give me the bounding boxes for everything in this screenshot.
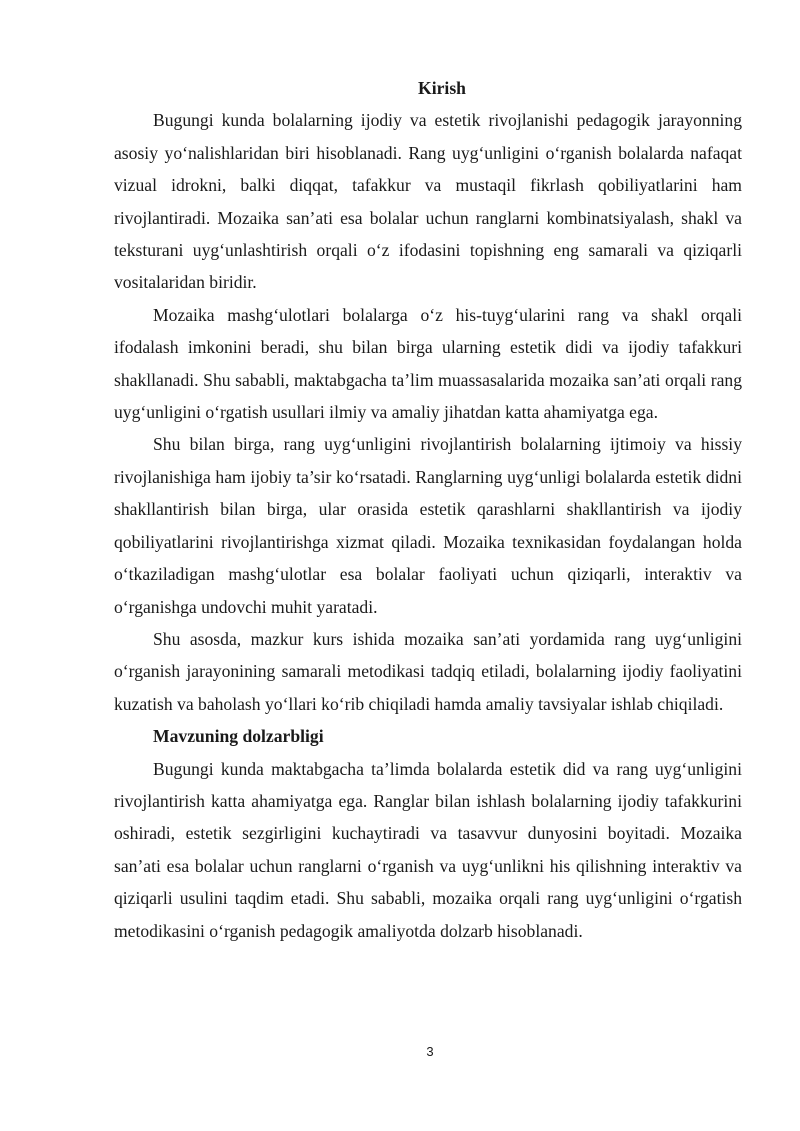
- paragraph: Bugungi kunda bolalarning ijodiy va estetik rivojlanishi pedagogik jarayonning asosiy yo‘nalishlaridan biri hisoblanadi. Rang uyg‘unligini o‘rganish bolalarda nafaqat vizual idrokni, balki diqqat, tafakkur va mustaqil fikrlash qobiliyatlarini ham rivojlantiradi. Mozaika san’ati esa bolalar uchun ranglarni kombinatsiyalash, shakl va teksturani uyg‘unlashtirish orqali o‘z ifodasini topishning eng samarali va qiziqarli vositalaridan biridir.: [114, 110, 742, 293]
- page-number: 3: [426, 1044, 434, 1059]
- paragraph: Mozaika mashg‘ulotlari bolalarga o‘z his-tuyg‘ularini rang va shakl orqali ifodalash imkonini beradi, shu bilan birga ularning estetik didi va ijodiy tafakkuri shakllanadi. Shu sababli, maktabgacha ta’lim muassasalarida mozaika san’ati orqali rang uyg‘unligini o‘rgatish usullari ilmiy va amaliy jihatdan katta ahamiyatga ega.: [114, 304, 742, 423]
- page-content: [114, 72, 742, 947]
- subsection-heading: Mavzuning dolzarbligi: [153, 726, 324, 747]
- paragraph: Shu bilan birga, rang uyg‘unligini rivojlantirish bolalarning ijtimoiy va hissiy rivojlanishiga ham ijobiy ta’sir ko‘rsatadi. Ranglarning uyg‘unligi bolalarda estetik didni shakllantirish bilan birga, ular orasida estetik qarashlarni shakllantirish va ijodiy qobiliyatlarini rivojlantirishga xizmat qiladi. Mozaika texnikasidan foydalangan holda o‘tkaziladigan mashg‘ulotlar esa bolalar faoliyati uchun qiziqarli, interaktiv va o‘rganishga undovchi muhit yaratadi.: [114, 434, 742, 617]
- paragraph: Shu asosda, mazkur kurs ishida mozaika san’ati yordamida rang uyg‘unligini o‘rganish jarayonining samarali metodikasi tadqiq etiladi, bolalarning ijodiy faoliyatini kuzatish va baholash yo‘llari ko‘rib chiqiladi hamda amaliy tavsiyalar ishlab chiqiladi.: [114, 628, 742, 714]
- paragraph: Bugungi kunda maktabgacha ta’limda bolalarda estetik did va rang uyg‘unligini rivojlantirish katta ahamiyatga ega. Ranglar bilan ishlash bolalarning ijodiy tafakkurini oshiradi, estetik sezgirligini kuchaytiradi va tasavvur dunyosini boyitadi. Mozaika san’ati esa bolalar uchun ranglarni o‘rganish va uyg‘unlikni his qilishning interaktiv va qiziqarli usulini taqdim etadi. Shu sababli, mozaika orqali rang uyg‘unligini o‘rgatish metodikasini o‘rganish pedagogik amaliyotda dolzarb hisoblanadi.: [114, 758, 742, 941]
- section-title: Kirish: [418, 78, 466, 98]
